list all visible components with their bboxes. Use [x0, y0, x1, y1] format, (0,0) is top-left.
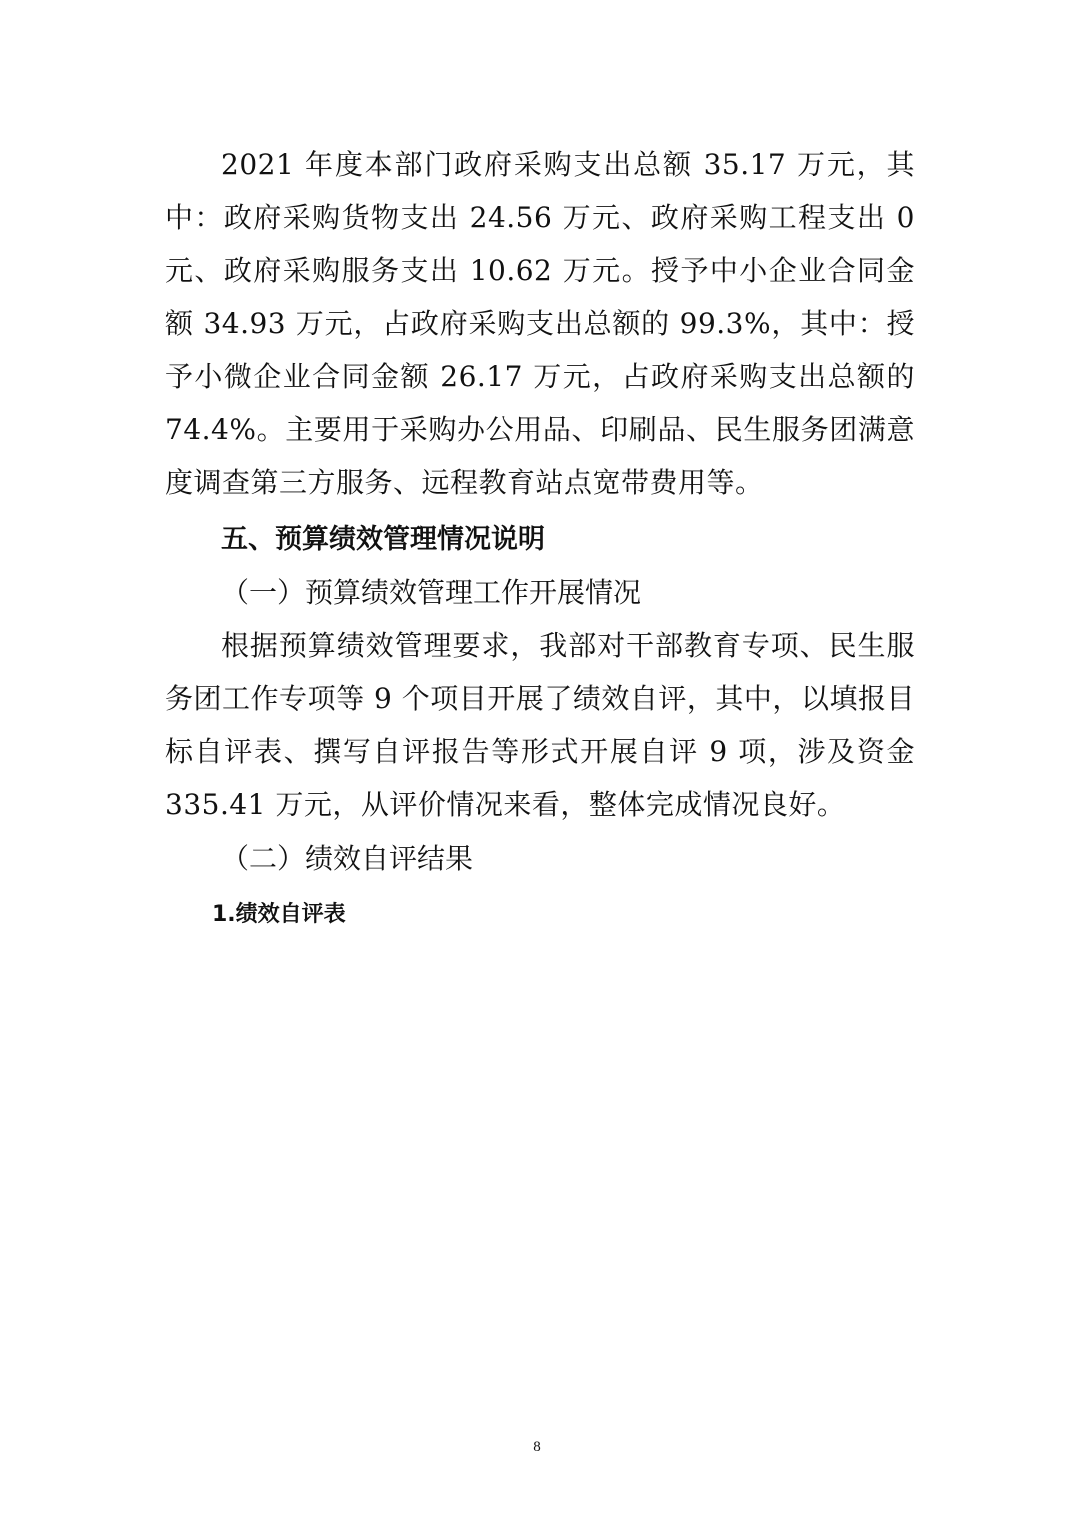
section-heading-budget-performance: 五、预算绩效管理情况说明 [221, 524, 545, 555]
subsection-heading-work-status: （一）预算绩效管理工作开展情况 [221, 576, 642, 609]
procurement-paragraph: 2021 年度本部门政府采购支出总额 35.17 万元，其中：政府采购货物支出 24.56 万元、政府采购工程支出 0 元、政府采购服务支出 10.62 万元。授予中小企业合同金额 34.93 万元，占政府采购支出总额的 99.3%，其中：授予小微企业合同金额 26.17 万元，占政府采购支出总额的 74.4%。主要用于采购办公用品、印刷品、民生服务团满意度调查第三方服务、远程教育站点宽带费用等。 [165, 148, 915, 499]
subsection-heading-self-evaluation-results: （二）绩效自评结果 [221, 842, 474, 875]
performance-work-paragraph: 根据预算绩效管理要求，我部对干部教育专项、民生服务团工作专项等 9 个项目开展了绩效自评，其中，以填报目标自评表、撰写自评报告等形式开展自评 9 项，涉及资金 335.41 万元，从评价情况来看，整体完成情况良好。 [165, 629, 915, 821]
item-heading-self-evaluation-table: 1.绩效自评表 [212, 902, 346, 927]
page-number: 8 [533, 1439, 541, 1455]
